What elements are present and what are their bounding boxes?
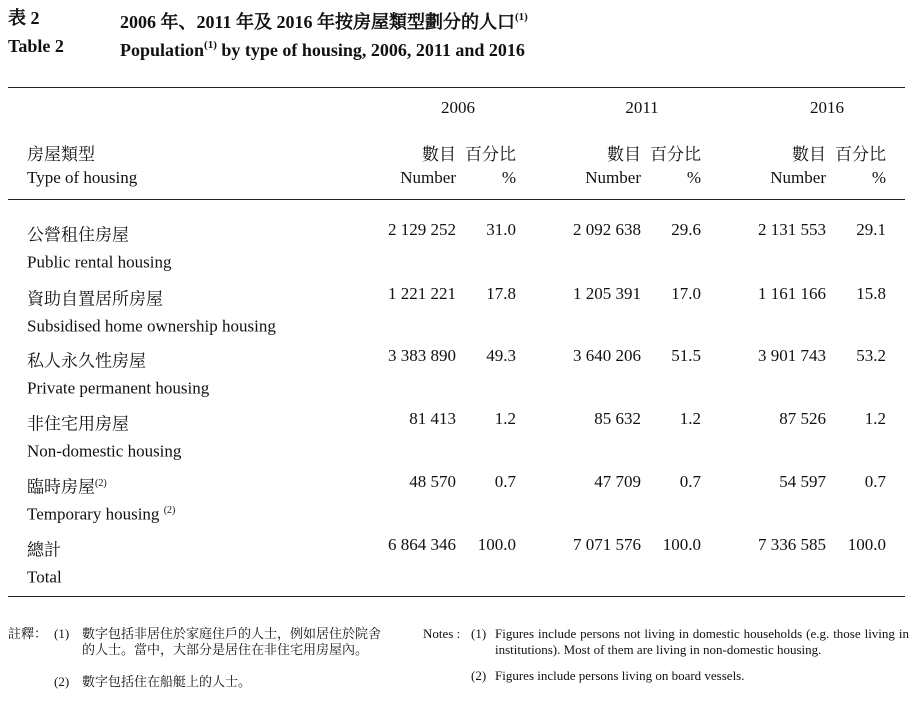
number-header-2016: 數目 Number <box>770 145 826 187</box>
row-label: 總計 Total <box>27 540 62 587</box>
table-number-en: Table 2 <box>8 36 64 56</box>
cell-number-2011: 7 071 576 <box>573 535 641 554</box>
cell-number-2011: 85 632 <box>594 409 641 428</box>
cell-number-2006: 1 221 221 <box>388 284 456 303</box>
cell-number-2016: 7 336 585 <box>758 535 826 554</box>
pct-header-2016: 百分比 % <box>835 145 886 187</box>
cell-pct-2006: 100.0 <box>477 535 516 554</box>
cell-pct-2011: 29.6 <box>671 220 701 239</box>
housing-type-header-zh: 房屋類型 <box>27 145 95 164</box>
title-text-en: Population$^{(1)}$ by type of housing, 2006, 2011 and 2016 <box>120 39 525 60</box>
cell-pct-2016: 0.7 <box>864 472 886 491</box>
cell-number-2016: 1 161 166 <box>758 284 826 303</box>
cell-pct-2016: 15.8 <box>856 284 886 303</box>
note-text: Figures include persons living on board vessels. <box>495 668 745 683</box>
cell-number-2011: 1 205 391 <box>573 284 641 303</box>
notes-label-zh: 註釋： <box>8 626 48 641</box>
top-rule <box>8 87 905 88</box>
cell-pct-2011: 0.7 <box>679 472 701 491</box>
cell-number-2006: 2 129 252 <box>388 220 456 239</box>
cell-number-2016: 87 526 <box>779 409 826 428</box>
cell-pct-2006: 17.8 <box>486 284 516 303</box>
cell-number-2006: 48 570 <box>409 472 456 491</box>
note-number: (1) <box>54 626 70 641</box>
cell-pct-2016: 1.2 <box>864 409 886 428</box>
cell-number-2016: 54 597 <box>779 472 826 491</box>
number-header-2006: 數目 Number <box>400 145 456 187</box>
year-header-2011: 2011 <box>625 98 659 117</box>
cell-pct-2016: 29.1 <box>856 220 886 239</box>
housing-type-header <box>27 143 137 189</box>
pct-header-2006: 百分比 % <box>465 145 516 187</box>
cell-pct-2006: 49.3 <box>486 346 516 365</box>
row-label: 非住宅用房屋 Non-domestic housing <box>27 414 182 461</box>
cell-number-2006: 6 864 346 <box>388 535 456 554</box>
housing-type-header-en: Type of housing <box>27 168 138 187</box>
note-text: 數字包括住在船艇上的人士。 <box>82 674 252 689</box>
bottom-rule <box>8 596 905 597</box>
note-number: (2) <box>471 668 487 683</box>
note-number: (2) <box>54 674 70 689</box>
cell-pct-2006: 31.0 <box>486 220 516 239</box>
cell-number-2011: 3 640 206 <box>573 346 641 365</box>
cell-pct-2011: 51.5 <box>671 346 701 365</box>
cell-pct-2011: 1.2 <box>679 409 701 428</box>
number-header-2011: 數目 Number <box>585 145 641 187</box>
cell-pct-2006: 0.7 <box>494 472 516 491</box>
cell-pct-2006: 1.2 <box>494 409 516 428</box>
title-text-zh: 2006 年、2011 年及 2016 年按房屋類型劃分的人口$^{(1)}$ <box>120 11 528 32</box>
notes-en <box>423 626 911 684</box>
row-label: 公營租住房屋 Public rental housing <box>27 225 172 272</box>
cell-pct-2011: 100.0 <box>662 535 701 554</box>
cell-number-2011: 2 092 638 <box>573 220 641 239</box>
row-label: 資助自置居所房屋 Subsidised home ownership housing <box>27 289 276 336</box>
cell-pct-2011: 17.0 <box>671 284 701 303</box>
header-rule <box>8 199 905 200</box>
pct-header-2011: 百分比 % <box>650 145 701 187</box>
cell-number-2006: 81 413 <box>409 409 456 428</box>
note-text: Figures include persons not living in domestic households (e.g. those living in institutions). Most of them are living in non-domestic housing. <box>495 626 909 657</box>
notes-label-en: Notes : <box>423 626 461 641</box>
table-number-zh: 表 2 <box>8 8 40 28</box>
cell-pct-2016: 100.0 <box>847 535 886 554</box>
note-number: (1) <box>471 626 487 641</box>
table-title <box>8 6 528 62</box>
row-label: 臨時房屋$^{(2)}$ Temporary housing $^{(2)}$ <box>27 477 176 524</box>
note-text: 數字包括非居住於家庭住戶的人士，例如居住於院舍的人士。當中，大部分是居住在非住宅用房屋內。 <box>82 626 382 657</box>
footnote-ref: (2) <box>163 504 176 516</box>
notes-zh <box>8 626 398 690</box>
cell-number-2006: 3 383 890 <box>388 346 456 365</box>
title-zh <box>8 6 528 34</box>
row-label: 私人永久性房屋 Private permanent housing <box>27 351 210 398</box>
cell-number-2016: 2 131 553 <box>758 220 826 239</box>
cell-number-2016: 3 901 743 <box>758 346 826 365</box>
year-header-2006: 2006 <box>441 98 475 117</box>
footnote-ref: (2) <box>95 478 107 489</box>
title-en <box>8 34 528 62</box>
cell-pct-2016: 53.2 <box>856 346 886 365</box>
year-header-2016: 2016 <box>810 98 844 117</box>
cell-number-2011: 47 709 <box>594 472 641 491</box>
